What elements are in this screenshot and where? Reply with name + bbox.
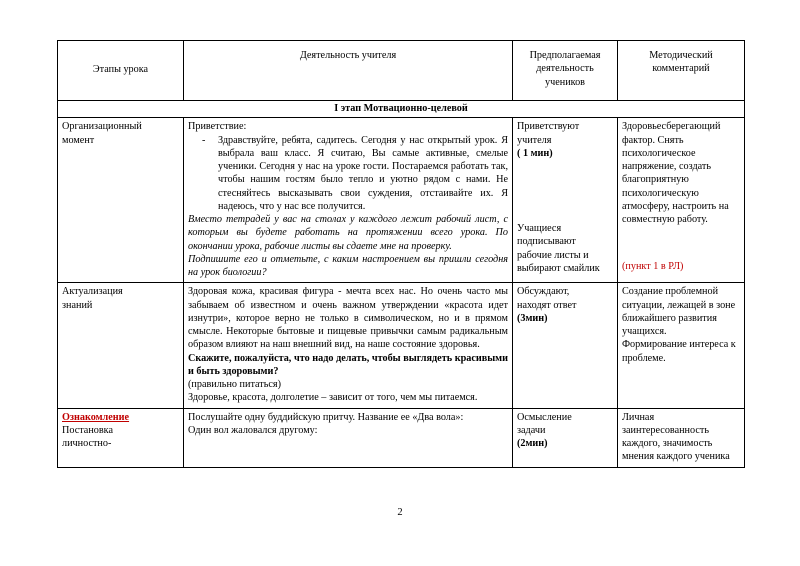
table-header-row <box>58 41 745 101</box>
teacher-bold-question: Скажите, пожалуйста, что надо делать, чтобы выглядеть красивыми и быть здоровыми? <box>188 352 508 377</box>
teacher-paragraph-2: Здоровье, красота, долголетие – зависит от того, чем мы питаемся. <box>188 392 478 404</box>
column-header-teacher <box>184 41 513 101</box>
column-header-student-line1: Предполагаемая <box>529 50 601 61</box>
student-line-1: Приветствуют <box>517 121 580 133</box>
row-teacher-cell <box>184 118 513 283</box>
teacher-italic-paragraph-2: Подпишите его и отметьте, с каким настроением вы пришли сегодня на урок биологии? <box>188 253 508 278</box>
table-row <box>58 118 745 283</box>
comment-text: Личная заинтересованность каждого, значимость мнения каждого ученика <box>622 411 730 463</box>
column-header-student-line2: деятельность <box>536 63 594 75</box>
section-banner-row <box>58 101 745 118</box>
stage-line-2: знаний <box>62 299 93 311</box>
student-time-badge: (3мин) <box>517 312 548 324</box>
row-stage-cell <box>58 283 184 408</box>
section-banner-cell <box>58 101 745 118</box>
page-number: 2 <box>397 507 403 518</box>
student-line-1: Обсуждают, <box>517 286 570 298</box>
lesson-plan-table <box>57 40 745 468</box>
row-comment-cell <box>618 408 745 467</box>
teacher-paragraph-1: Здоровая кожа, красивая фигура - мечта всех нас. Но очень часто мы забываем об известном и очень важном утверждении «красота идет изнутри», которое верно не только в символическом, но и в прямом смысле. Некоторые бытовые и пищевые привычки самым радикальным образом влияют на наш внешний вид, на наше состояние здоровья. <box>188 286 508 351</box>
table-row <box>58 408 745 467</box>
teacher-bullet-text: Здравствуйте, ребята, садитесь. Сегодня у нас открытый урок. Я выбрала ваш класс. Я считаю, Вы самые активные, смелые ученики. Сегодня у нас на уроке гости. Постараемся работать так, чтобы нашим гостям было тепло и уютно рядом с нами. Не стесняйтесь высказывать свои суждения, отстаивайте их. Я надеюсь, что у нас все получится. <box>218 134 508 212</box>
column-header-comment <box>618 41 745 101</box>
section-banner-label: I этап Мотвационно-целевой <box>334 103 468 114</box>
row-stage-cell <box>58 118 184 283</box>
comment-cell-spacer <box>622 226 740 260</box>
row-comment-cell <box>618 283 745 408</box>
stage-highlight-label: Ознакомление <box>62 411 130 423</box>
row-stage-cell <box>58 408 184 467</box>
row-teacher-cell <box>184 408 513 467</box>
teacher-answer-hint: (правильно питаться) <box>188 379 281 390</box>
stage-line-2: момент <box>62 134 95 146</box>
comment-red-note: (пункт 1 в РЛ) <box>622 261 684 273</box>
student-line-1: Осмысление <box>517 411 572 423</box>
row-student-cell <box>513 118 618 283</box>
teacher-intro: Приветствие: <box>188 121 247 133</box>
student-line-2: находят ответ <box>517 299 577 311</box>
column-header-stage <box>58 41 184 101</box>
row-student-cell <box>513 408 618 467</box>
student-time-badge: ( 1 мин) <box>517 147 553 159</box>
bullet-dash: - <box>202 134 206 146</box>
comment-line-2: Формирование интереса к проблеме. <box>622 339 736 364</box>
stage-line-2: личностно- <box>62 438 112 449</box>
teacher-line-1: Послушайте одну буддийскую притчу. Название ее «Два вола»: <box>188 411 464 423</box>
student-time-badge: (2мин) <box>517 438 548 449</box>
stage-line-1: Актуализация <box>62 286 123 298</box>
teacher-line-2: Один вол жаловался другому: <box>188 424 318 436</box>
stage-line-1: Постановка <box>62 424 113 436</box>
comment-text: Здоровьесберегающий фактор. Снять психологическое напряжение, создать благоприятную психологическую атмосферу, настроить на совместную работу. <box>622 121 729 225</box>
student-line-2: задачи <box>517 424 546 436</box>
student-line-2: учителя <box>517 134 552 146</box>
row-comment-cell <box>618 118 745 283</box>
stage-line-1: Организационный <box>62 121 142 133</box>
column-header-comment-label: Методический комментарий <box>649 50 713 75</box>
teacher-bullet <box>188 134 508 214</box>
column-header-teacher-label: Деятельность учителя <box>299 50 397 61</box>
teacher-italic-paragraph-1: Вместо тетрадей у вас на столах у каждого лежит рабочий лист, с которым вы будете работать на протяжении всего урока. По окончании урока, рабочие листы вы сдаете мне на проверку. <box>188 214 508 252</box>
row-teacher-cell <box>184 283 513 408</box>
column-header-stage-label: Этапы урока <box>92 64 149 76</box>
student-line-3: Учащиеся подписывают рабочие листы и выбирают смайлик <box>517 223 600 274</box>
column-header-student <box>513 41 618 101</box>
row-student-cell <box>513 283 618 408</box>
student-cell-spacer <box>517 160 613 222</box>
column-header-student-line3: учеников <box>545 76 585 88</box>
comment-line-1: Создание проблемной ситуации, лежащей в зоне ближайшего развития учащихся. <box>622 286 736 337</box>
table-row <box>58 283 745 408</box>
